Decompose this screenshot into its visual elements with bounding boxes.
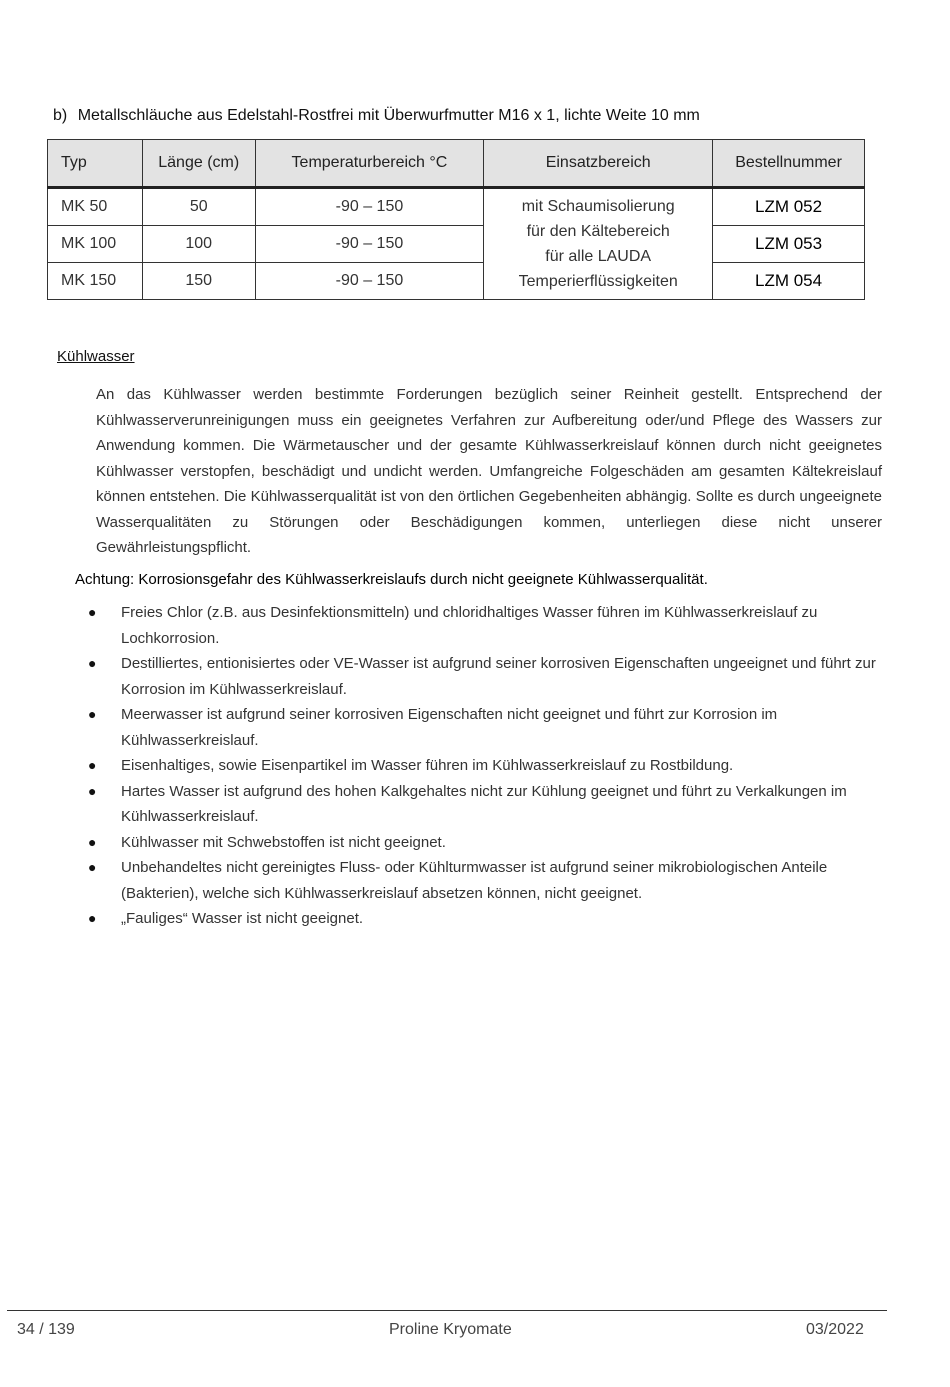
list-item-text: Freies Chlor (z.B. aus Desinfektionsmitteln) und chloridhaltiges Wasser führen im Kühlwasserkreislauf zu Lochkorrosion. bbox=[121, 604, 818, 647]
list-item bbox=[85, 600, 880, 651]
heading-prefix: b) bbox=[53, 107, 68, 124]
cell-temp: -90 – 150 bbox=[255, 226, 484, 263]
list-item bbox=[85, 830, 880, 856]
table-row bbox=[48, 263, 865, 300]
bullet-icon: ● bbox=[88, 833, 97, 850]
cell-type: MK 150 bbox=[48, 263, 143, 300]
table-row bbox=[48, 226, 865, 263]
heading-text: Metallschläuche aus Edelstahl-Rostfrei mit Überwurfmutter M16 x 1, lichte Weite 10 mm bbox=[77, 107, 700, 124]
bullet-icon: ● bbox=[88, 604, 97, 620]
list-item-text: Kühlwasser mit Schwebstoffen ist nicht geeignet. bbox=[121, 833, 446, 851]
col-header-order: Bestellnummer bbox=[713, 140, 865, 188]
list-item bbox=[85, 651, 880, 702]
usage-line: für den Kältebereich bbox=[526, 223, 670, 240]
list-item bbox=[85, 702, 880, 753]
table-header-row bbox=[48, 140, 865, 188]
cell-type: MK 100 bbox=[48, 226, 143, 263]
document-date: 03/2022 bbox=[806, 1321, 864, 1338]
water-quality-list bbox=[85, 600, 880, 932]
cell-length: 50 bbox=[142, 188, 255, 226]
cell-usage bbox=[484, 188, 713, 300]
usage-line: mit Schaumisolierung bbox=[521, 198, 675, 215]
bullet-icon: ● bbox=[88, 782, 97, 799]
cell-length: 150 bbox=[142, 263, 255, 300]
cell-type: MK 50 bbox=[48, 188, 143, 226]
footer-divider bbox=[7, 1310, 887, 1311]
bullet-icon: ● bbox=[88, 757, 97, 773]
list-item-text: Meerwasser ist aufgrund seiner korrosiven Eigenschaften nicht geeignet und führt zur Korrosion im Kühlwasserkreislauf. bbox=[121, 706, 778, 749]
bullet-icon: ● bbox=[88, 910, 97, 926]
bullet-icon: ● bbox=[88, 706, 97, 722]
cell-order: LZM 052 bbox=[713, 188, 865, 226]
section-heading-b bbox=[53, 107, 913, 125]
list-item-text: Eisenhaltiges, sowie Eisenpartikel im Wasser führen im Kühlwasserkreislauf zu Rostbildung. bbox=[121, 757, 734, 774]
list-item-text: Unbehandeltes nicht gereinigtes Fluss- oder Kühlturmwasser ist aufgrund seiner mikrobiologischen Anteile (Bakterien), welche sich Kühlwasserkreislauf absetzen können, nicht geeignet. bbox=[121, 859, 828, 902]
section-title-kuehlwasser: Kühlwasser bbox=[57, 348, 135, 365]
bullet-icon: ● bbox=[88, 859, 97, 875]
usage-line: für alle LAUDA bbox=[545, 248, 652, 265]
cell-temp: -90 – 150 bbox=[255, 188, 484, 226]
usage-line: Temperierflüssigkeiten bbox=[518, 273, 678, 290]
col-header-type: Typ bbox=[48, 140, 143, 188]
page-number: 34 / 139 bbox=[17, 1321, 75, 1338]
cell-length: 100 bbox=[142, 226, 255, 263]
body-paragraph: An das Kühlwasser werden bestimmte Forderungen bezüglich seiner Reinheit gestellt. Entsprechend der Kühlwasserverunreinigungen muss ein geeignetes Verfahren zur Aufbereitung oder/und Pflege des Wassers zur Anwendung kommen. Die Wärmetauscher und der gesamte Kühlwasserkreislauf können durch nicht geeignetes Kühlwasser verstopfen, beschädigt und undicht werden. Umfangreiche Folgeschäden am gesamten Kältekreislauf können entstehen. Die Kühlwasserqualität ist von den örtlichen Gegebenheiten abhängig. Sollte es durch ungeeignete Wasserqualitäten zu Störungen oder Beschädigungen kommen, unterliegen diese nicht unserer Gewährleistungspflicht. bbox=[96, 386, 882, 556]
list-item-text: „Fauliges“ Wasser ist nicht geeignet. bbox=[121, 910, 364, 927]
list-item-text: Hartes Wasser ist aufgrund des hohen Kalkgehaltes nicht zur Kühlung geeignet und führt zu Verkalkungen im Kühlwasserkreislauf. bbox=[121, 782, 847, 825]
col-header-temp: Temperaturbereich °C bbox=[255, 140, 484, 188]
cell-temp: -90 – 150 bbox=[255, 263, 484, 300]
metal-hose-table bbox=[47, 139, 865, 300]
col-header-usage: Einsatzbereich bbox=[484, 140, 713, 188]
corrosion-warning: Achtung: Korrosionsgefahr des Kühlwasserkreislaufs durch nicht geeignete Kühlwasserqualität. bbox=[75, 571, 708, 588]
bullet-icon: ● bbox=[88, 655, 97, 671]
list-item bbox=[85, 855, 880, 906]
table-row bbox=[48, 188, 865, 226]
list-item bbox=[85, 779, 880, 830]
list-item bbox=[85, 906, 880, 932]
cell-order: LZM 054 bbox=[713, 263, 865, 300]
cell-order: LZM 053 bbox=[713, 226, 865, 263]
product-name: Proline Kryomate bbox=[389, 1321, 512, 1338]
col-header-length: Länge (cm) bbox=[142, 140, 255, 188]
list-item-text: Destilliertes, entionisiertes oder VE-Wasser ist aufgrund seiner korrosiven Eigenschaften ungeeignet und führt zur Korrosion im Kühlwasserkreislauf. bbox=[121, 655, 876, 698]
list-item bbox=[85, 753, 880, 779]
